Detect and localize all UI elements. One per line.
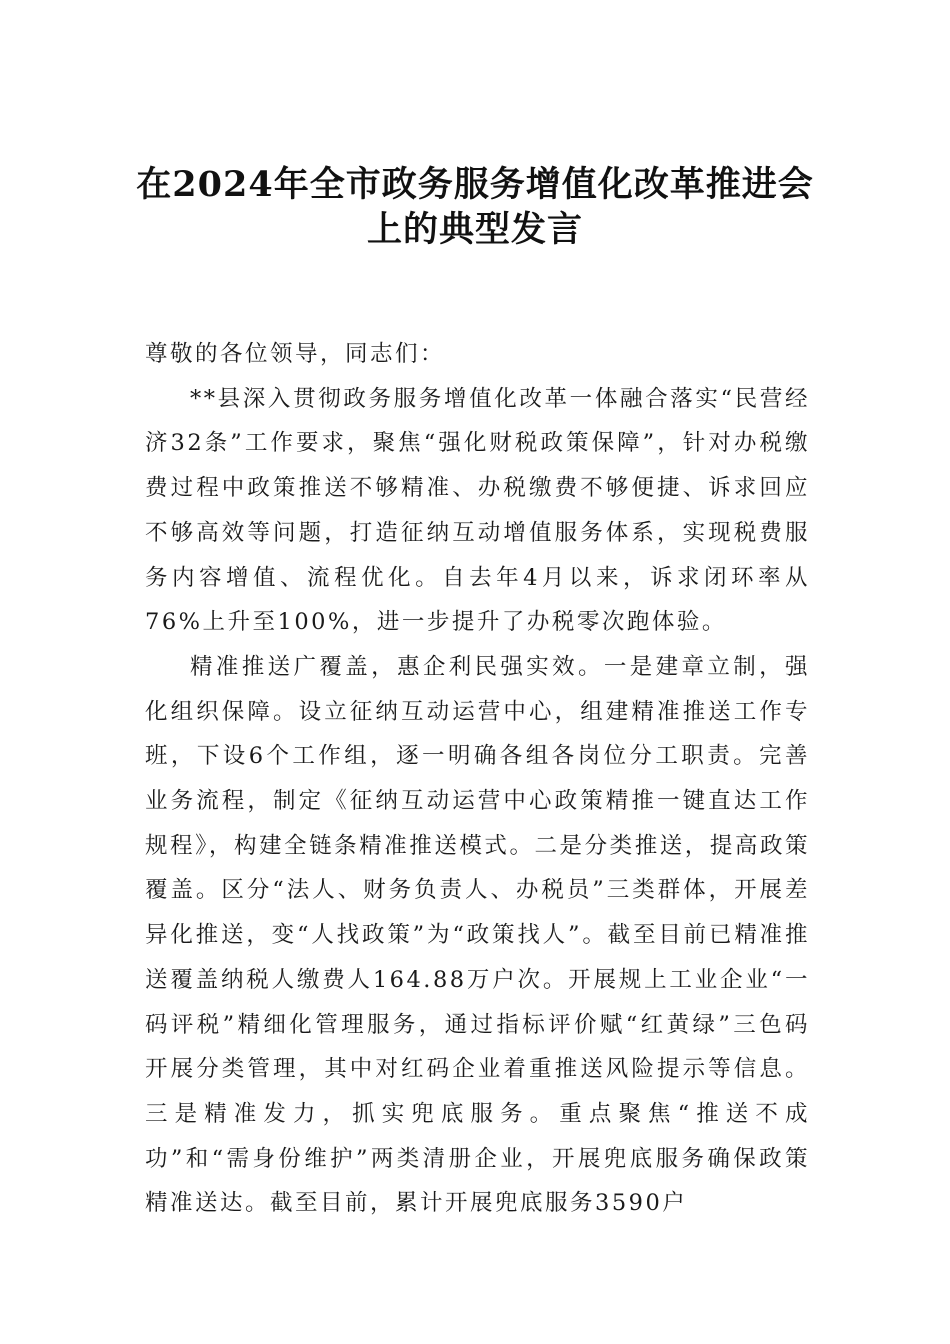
paragraph-intro: **县深入贯彻政务服务增值化改革一体融合落实“民营经济32条”工作要求，聚焦“强化财税政策保障”，针对办税缴费过程中政策推送不够精准、办税缴费不够便捷、诉求回应不够高效等问题，打造征纳互动增值服务体系，实现税费服务内容增值、流程优化。自去年4月以来，诉求闭环率从76%上升至100%，进一步提升了办税零次跑体验。 (145, 385, 810, 636)
document-body (145, 332, 810, 1226)
document-title-line-2: 上的典型发言 (366, 209, 583, 250)
salutation: 尊敬的各位领导，同志们： (145, 341, 446, 367)
paragraph-precise-push: 精准推送广覆盖，惠企利民强实效。一是建章立制，强化组织保障。设立征纳互动运营中心，组建精准推送工作专班，下设6个工作组，逐一明确各组各岗位分工职责。完善业务流程，制定《征纳互动运营中心政策精推一键直达工作规程》，构建全链条精准推送模式。二是分类推送，提高政策覆盖。区分“法人、财务负责人、办税员”三类群体，开展差异化推送，变“人找政策”为“政策找人”。截至目前已精准推送覆盖纳税人缴费人164.88万户次。开展规上工业企业“一码评税”精细化管理服务，通过指标评价赋“红黄绿”三色码开展分类管理，其中对红码企业着重推送风险提示等信息。三是精准发力，抓实兜底服务。重点聚焦“推送不成功”和“需身份维护”两类清册企业，开展兜底服务确保政策精准送达。截至目前，累计开展兜底服务3590户 (145, 653, 810, 1217)
document-title-line-1: 在2024年全市政务服务增值化改革推进会 (136, 164, 814, 205)
